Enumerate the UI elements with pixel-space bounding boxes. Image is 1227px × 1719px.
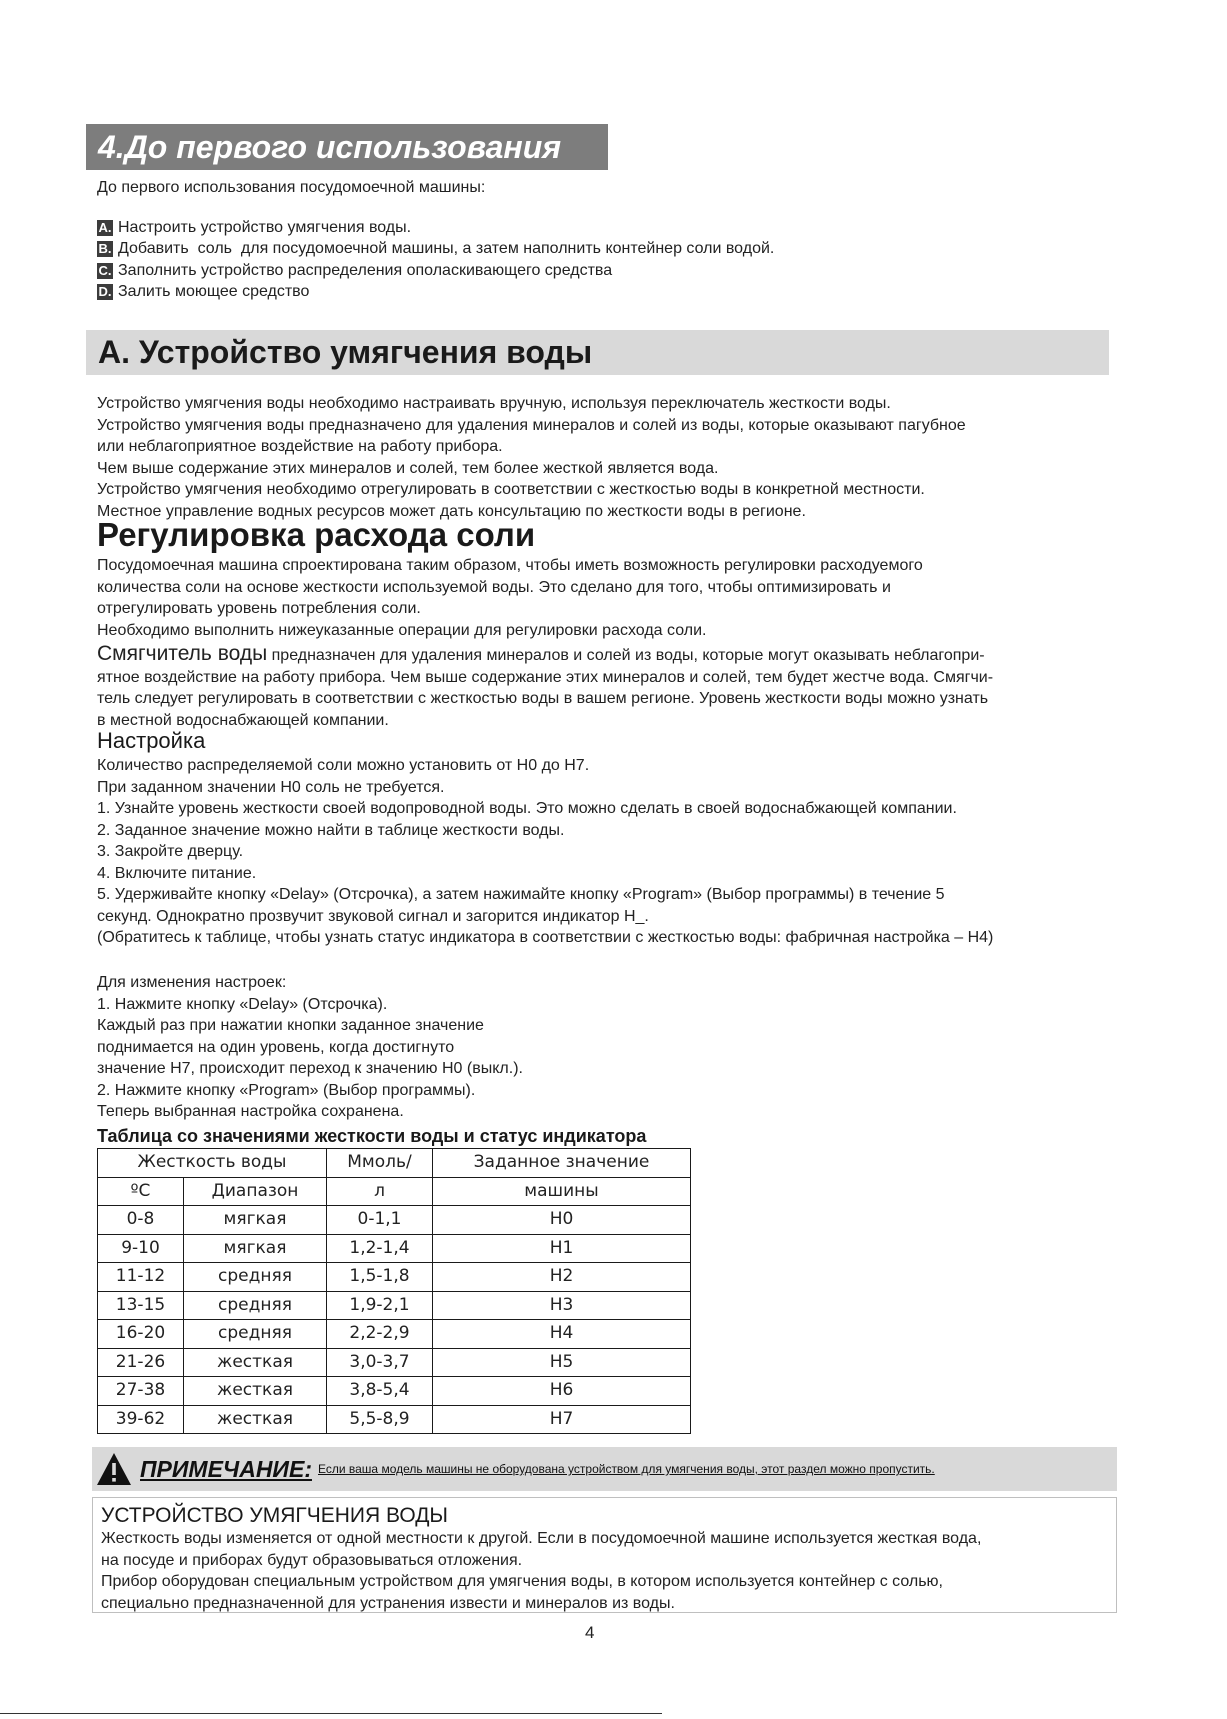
text-line: Для изменения настроек:	[97, 974, 287, 991]
step-letter: D.	[98, 284, 112, 300]
text-line: Чем выше содержание этих минералов и солей, тем более жесткой является вода.	[97, 459, 719, 477]
table-cell: 9-10	[98, 1234, 184, 1263]
text-line: При заданном значении H0 соль не требуется.	[97, 778, 445, 796]
table-cell: H6	[433, 1377, 691, 1406]
change-settings-text	[97, 972, 1112, 1123]
table-cell: 3,0-3,7	[327, 1348, 433, 1377]
text-line: значение H7, происходит переход к значению H0 (выкл.).	[97, 1060, 523, 1077]
table-cell: H3	[433, 1291, 691, 1320]
table-row	[98, 1263, 691, 1292]
salt-heading: Регулировка расхода соли	[97, 516, 536, 553]
bottom-rule	[0, 1713, 662, 1714]
step-item	[97, 239, 774, 261]
header-setting-bottom: машины	[433, 1177, 691, 1206]
step-item	[97, 260, 774, 282]
text-line: Местное управление водных ресурсов может дать консультацию по жесткости воды в регионе.	[97, 502, 806, 520]
text-line: Прибор оборудован специальным устройством для умягчения воды, в котором используется контейнер с солью,	[101, 1573, 943, 1590]
page-number: 4	[585, 1623, 595, 1642]
table-header-row	[98, 1177, 691, 1206]
table-cell: H5	[433, 1348, 691, 1377]
setup-text	[97, 755, 1112, 949]
table-cell: жесткая	[184, 1405, 327, 1434]
step-letter: A.	[98, 219, 112, 235]
header-degree: ºС	[98, 1177, 184, 1206]
table-row	[98, 1291, 691, 1320]
header-mmol-top: Ммоль/	[327, 1149, 433, 1178]
text-line: 5. Удерживайте кнопку «Delay» (Отсрочка), а затем нажимайте кнопку «Program» (Выбор программы) в течение 5	[97, 886, 945, 903]
table-cell: H0	[433, 1206, 691, 1235]
text-line: 1. Узнайте уровень жесткости своей водопроводной воды. Это можно сделать в своей водоснабжающей компании.	[97, 800, 957, 817]
text-line: Каждый раз при нажатии кнопки заданное значение	[97, 1017, 484, 1034]
warning-triangle-icon	[96, 1452, 132, 1486]
table-cell: 1,5-1,8	[327, 1263, 433, 1292]
text-line: 3. Закройте дверцу.	[97, 843, 244, 860]
table-row	[98, 1320, 691, 1349]
table-cell: 11-12	[98, 1263, 184, 1292]
text-line: 1. Нажмите кнопку «Delay» (Отсрочка).	[97, 995, 388, 1013]
table-header-row	[98, 1149, 691, 1178]
table-row	[98, 1234, 691, 1263]
step-item	[97, 282, 774, 304]
table-cell: средняя	[184, 1263, 327, 1292]
softener-lead: Смягчитель воды	[97, 642, 268, 665]
step-text: Настроить устройство умягчения воды.	[118, 218, 412, 236]
text-line: Жесткость воды изменяется от одной местности к другой. Если в посудомоечной машине используется жесткая вода,	[101, 1530, 982, 1547]
table-cell: 39-62	[98, 1405, 184, 1434]
table-cell: 0-8	[98, 1206, 184, 1235]
text-line: Устройство умягчения необходимо отрегулировать в соответствии с жесткостью воды в конкретной местности.	[97, 481, 925, 498]
table-cell: 21-26	[98, 1348, 184, 1377]
section-a-title: А. Устройство умягчения воды	[86, 330, 1109, 375]
table-cell: 27-38	[98, 1377, 184, 1406]
text-line: предназначен для удаления минералов и солей из воды, которые могут оказывать неблагопри-	[267, 647, 985, 664]
text-line: Необходимо выполнить нижеуказанные операции для регулировки расхода соли.	[97, 621, 707, 639]
table-cell: 13-15	[98, 1291, 184, 1320]
text-line: Устройство умягчения воды предназначено для удаления минералов и солей из воды, которые оказывают пагубное	[97, 416, 966, 434]
step-letter: B.	[98, 241, 112, 257]
step-letter: C.	[98, 262, 112, 278]
table-cell: 3,8-5,4	[327, 1377, 433, 1406]
text-line: (Обратитесь к таблице, чтобы узнать статус индикатора в соответствии с жесткостью воды: фабричная настройка – H4)	[97, 929, 994, 946]
note-label: ПРИМЕЧАНИЕ:	[140, 1455, 312, 1482]
text-line: тель следует регулировать в соответствии с жесткостью воды в вашем регионе. Уровень жесткости воды можно узнать	[97, 690, 989, 707]
setup-heading: Настройка	[97, 728, 206, 753]
table-cell: 0-1,1	[327, 1206, 433, 1235]
table-row	[98, 1377, 691, 1406]
text-line: Теперь выбранная настройка сохранена.	[97, 1103, 404, 1120]
header-mmol-bottom: л	[327, 1177, 433, 1206]
table-cell: H2	[433, 1263, 691, 1292]
table-cell: мягкая	[184, 1206, 327, 1235]
table-cell: жесткая	[184, 1377, 327, 1406]
text-line: 2. Заданное значение можно найти в таблице жесткости воды.	[97, 821, 565, 839]
table-row	[98, 1348, 691, 1377]
table-cell: жесткая	[184, 1348, 327, 1377]
text-line: 4. Включите питание.	[97, 864, 257, 882]
hardness-table	[97, 1148, 691, 1434]
table-cell: 2,2-2,9	[327, 1320, 433, 1349]
text-line: поднимается на один уровень, когда достигнуто	[97, 1038, 455, 1056]
table-cell: 1,2-1,4	[327, 1234, 433, 1263]
table-cell: 1,9-2,1	[327, 1291, 433, 1320]
table-row	[98, 1206, 691, 1235]
note-bar	[92, 1447, 1117, 1491]
text-line: специально предназначенной для устранения извести и минералов из воды.	[101, 1594, 675, 1612]
section-4-intro: До первого использования посудомоечной машины:	[97, 179, 486, 196]
step-text: Залить моющее средство	[118, 283, 310, 301]
steps-list	[97, 217, 774, 303]
text-line: или неблагоприятное воздействие на работу прибора.	[97, 438, 503, 455]
table-row	[98, 1405, 691, 1434]
softener-box-title: УСТРОЙСТВО УМЯГЧЕНИЯ ВОДЫ	[101, 1504, 449, 1527]
note-text: Если ваша модель машины не оборудована устройством для умягчения воды, этот раздел можно пропустить.	[317, 1462, 935, 1476]
table-cell: средняя	[184, 1320, 327, 1349]
text-line: ятное воздействие на работу прибора. Чем выше содержание этих минералов и солей, тем будет жестче вода. Смягчи-	[97, 668, 994, 686]
table-cell: H1	[433, 1234, 691, 1263]
section-a-text	[97, 393, 1112, 522]
text-line: секунд. Однократно прозвучит звуковой сигнал и загорится индикатор H_.	[97, 907, 649, 925]
header-setting-top: Заданное значение	[433, 1149, 691, 1178]
text-line: отрегулировать уровень потребления соли.	[97, 600, 421, 617]
text-line: Количество распределяемой соли можно установить от H0 до H7.	[97, 757, 590, 774]
header-hardness: Жесткость воды	[98, 1149, 327, 1178]
step-item	[97, 217, 774, 239]
step-text: Добавить соль для посудомоечной машины, а затем наполнить контейнер соли водой.	[118, 240, 775, 258]
text-line: на посуде и приборах будут образовываться отложения.	[101, 1551, 523, 1569]
table-cell: H4	[433, 1320, 691, 1349]
text-line: количества соли на основе жесткости используемой воды. Это сделано для того, чтобы оптимизировать и	[97, 578, 891, 596]
table-cell: мягкая	[184, 1234, 327, 1263]
softener-box-text	[101, 1528, 1116, 1614]
salt-text	[97, 555, 1112, 641]
text-line: в местной водоснабжающей компании.	[97, 711, 389, 729]
text-line: 2. Нажмите кнопку «Program» (Выбор программы).	[97, 1081, 476, 1099]
table-cell: средняя	[184, 1291, 327, 1320]
table-title: Таблица со значениями жесткости воды и статус индикатора	[97, 1126, 647, 1146]
table-cell: H7	[433, 1405, 691, 1434]
softener-text	[97, 643, 1112, 731]
text-line: Посудомоечная машина спроектирована таким образом, чтобы иметь возможность регулировки расходуемого	[97, 557, 923, 574]
header-range: Диапазон	[184, 1177, 327, 1206]
text-line: Устройство умягчения воды необходимо настраивать вручную, используя переключатель жесткости воды.	[97, 395, 891, 412]
table-cell: 16-20	[98, 1320, 184, 1349]
step-text: Заполнить устройство распределения ополаскивающего средства	[118, 261, 613, 279]
section-4-title: 4.До первого использования	[86, 124, 608, 170]
table-cell: 5,5-8,9	[327, 1405, 433, 1434]
